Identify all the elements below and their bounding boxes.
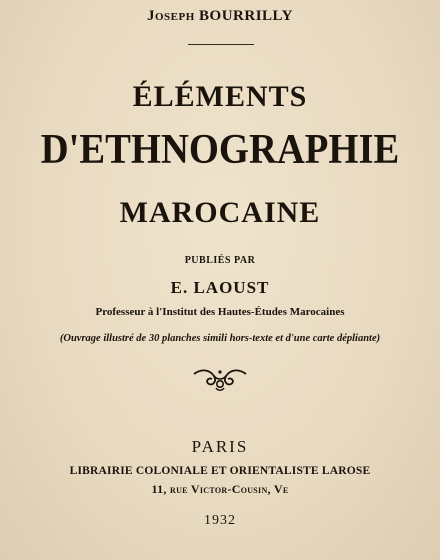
- editor-role: Professeur à l'Institut des Hautes-Études Marocaines: [95, 306, 345, 318]
- publication-year: 1932: [204, 513, 236, 528]
- title-line-2: D'ETHNOGRAPHIE: [40, 127, 400, 173]
- author-divider: [188, 44, 254, 45]
- title-line-3: MAROCAINE: [119, 196, 321, 229]
- published-by-label: PUBLIÉS PAR: [184, 255, 256, 266]
- author-name: Joseph BOURRILLY: [146, 8, 293, 24]
- editor-name: E. LAOUST: [170, 278, 270, 297]
- imprint-city: PARIS: [191, 437, 249, 456]
- imprint-publisher: LIBRAIRIE COLONIALE ET ORIENTALISTE LAROSE: [69, 463, 371, 477]
- imprint-address: 11, rue Victor-Cousin, Ve: [151, 482, 289, 496]
- fleuron-ornament-icon: [192, 366, 248, 392]
- illustration-note: (Ouvrage illustré de 30 planches simili hors-texte et d'une carte dépliante): [59, 333, 381, 344]
- title-line-1: ÉLÉMENTS: [132, 80, 308, 113]
